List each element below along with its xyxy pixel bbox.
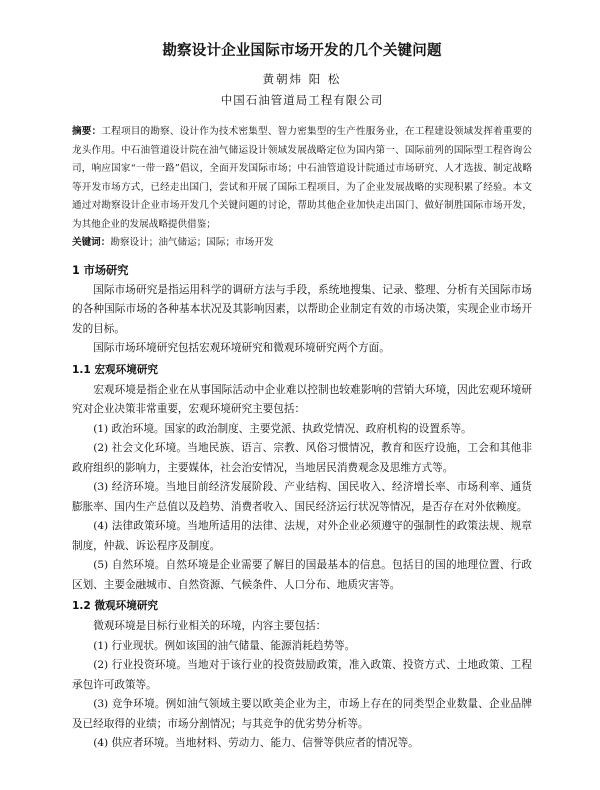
paper-affiliation: 中国石油管道局工程有限公司 — [220, 93, 384, 107]
list-paragraph: (2) 社会文化环境。当地民族、语言、宗教、风俗习惯情况，教育和医疗设施，工会和其他非政府组织的影响力，主要媒体，社会治安情况，当地居民消费观念及思维方式等。 — [72, 442, 532, 474]
body-paragraph: 宏观环境是指企业在从事国际活动中企业难以控制也较难影响的营销大环境，因此宏观环境研究对企业决策非常重要，宏观环境研究主要包括： — [72, 383, 532, 415]
list-paragraph: (4) 供应者环境。当地材料、劳动力、能力、信誉等供应者的情况等。 — [93, 737, 419, 749]
keywords-text: 勘察设计；油气储运；国际；市场开发 — [110, 237, 274, 248]
body-paragraph: 国际市场研究是指运用科学的调研方法与手段，系统地搜集、记录、整理、分析有关国际市场的各种国际市场的各种基本状况及其影响因素，以帮助企业制定有效的市场决策，实现企业市场开发的目标。 — [72, 283, 532, 335]
abstract-block — [72, 123, 532, 234]
list-paragraph: (3) 竞争环境。例如油气领域主要以欧美企业为主，市场上存在的同类型企业数量、企业品牌及已经取得的业绩；市场分割情况；与其竞争的优劣势分析等。 — [72, 698, 532, 730]
section-heading-market-research: 1 市场研究 — [72, 263, 129, 277]
keywords-label: 关键词： — [72, 237, 111, 248]
list-paragraph: (3) 经济环境。当地目前经济发展阶段、产业结构、国民收入、经济增长率、市场利率、通货膨胀率、国内生产总值以及趋势、消费者收入、国民经济运行状况等情况，是否存在对外依赖度。 — [72, 481, 532, 513]
list-paragraph: (5) 自然环境。自然环境是企业需要了解目的国最基本的信息。包括目的国的地理位置、行政区划、主要金融城市、自然资源、气候条件、人口分布、地质灾害等。 — [72, 559, 532, 591]
body-paragraph: 微观环境是目标行业相关的环境，内容主要包括： — [93, 620, 327, 632]
list-paragraph: (4) 法律政策环境。当地所适用的法律、法规，对外企业必须遵守的强制性的政策法规、规章制度，仲裁、诉讼程序及制度。 — [72, 520, 532, 552]
subsection-heading-macro: 1.1 宏观环境研究 — [72, 363, 159, 376]
keywords-block — [72, 234, 532, 253]
paper-title: 勘察设计企业国际市场开发的几个关键问题 — [162, 43, 442, 59]
paper-authors: 黄朝炜 阳 松 — [262, 72, 342, 86]
list-paragraph: (1) 政治环境。国家的政治制度、主要党派、执政党情况、政府机构的设置系等。 — [93, 422, 472, 435]
subsection-heading-micro: 1.2 微观环境研究 — [72, 600, 159, 612]
list-paragraph: (1) 行业现状。例如该国的油气储量、能源消耗趋势等。 — [93, 639, 356, 652]
list-paragraph: (2) 行业投资环境。当地对于该行业的投资鼓励政策，准入政策、投资方式、土地政策、工程承包许可政策等。 — [72, 659, 532, 691]
abstract-label: 摘要： — [72, 126, 102, 137]
body-paragraph: 国际市场环境研究包括宏观环境研究和微观环境研究两个方面。 — [93, 342, 390, 354]
abstract-text: 工程项目的勘察、设计作为技术密集型、智力密集型的生产性服务业，在工程建设领域发挥着重要的龙头作用。中石油管道设计院在油气储运设计领域发展战略定位为国内第一、国际前列的国际型工程咨询公司，响应国家“一带一路”倡议，全面开发国际市场；中石油管道设计院通过市场研究、人才选拔、制定战略等开发市场方式，已经走出国门，尝试和开展了国际工程项目，为了企业发展战略的实现积累了经验。本文通过对勘察设计企业市场开发几个关键问题的讨论，帮助其他企业加快走出国门、做好制胜国际市场开发，为其他企业的发展战略提供借鉴； — [72, 126, 532, 230]
